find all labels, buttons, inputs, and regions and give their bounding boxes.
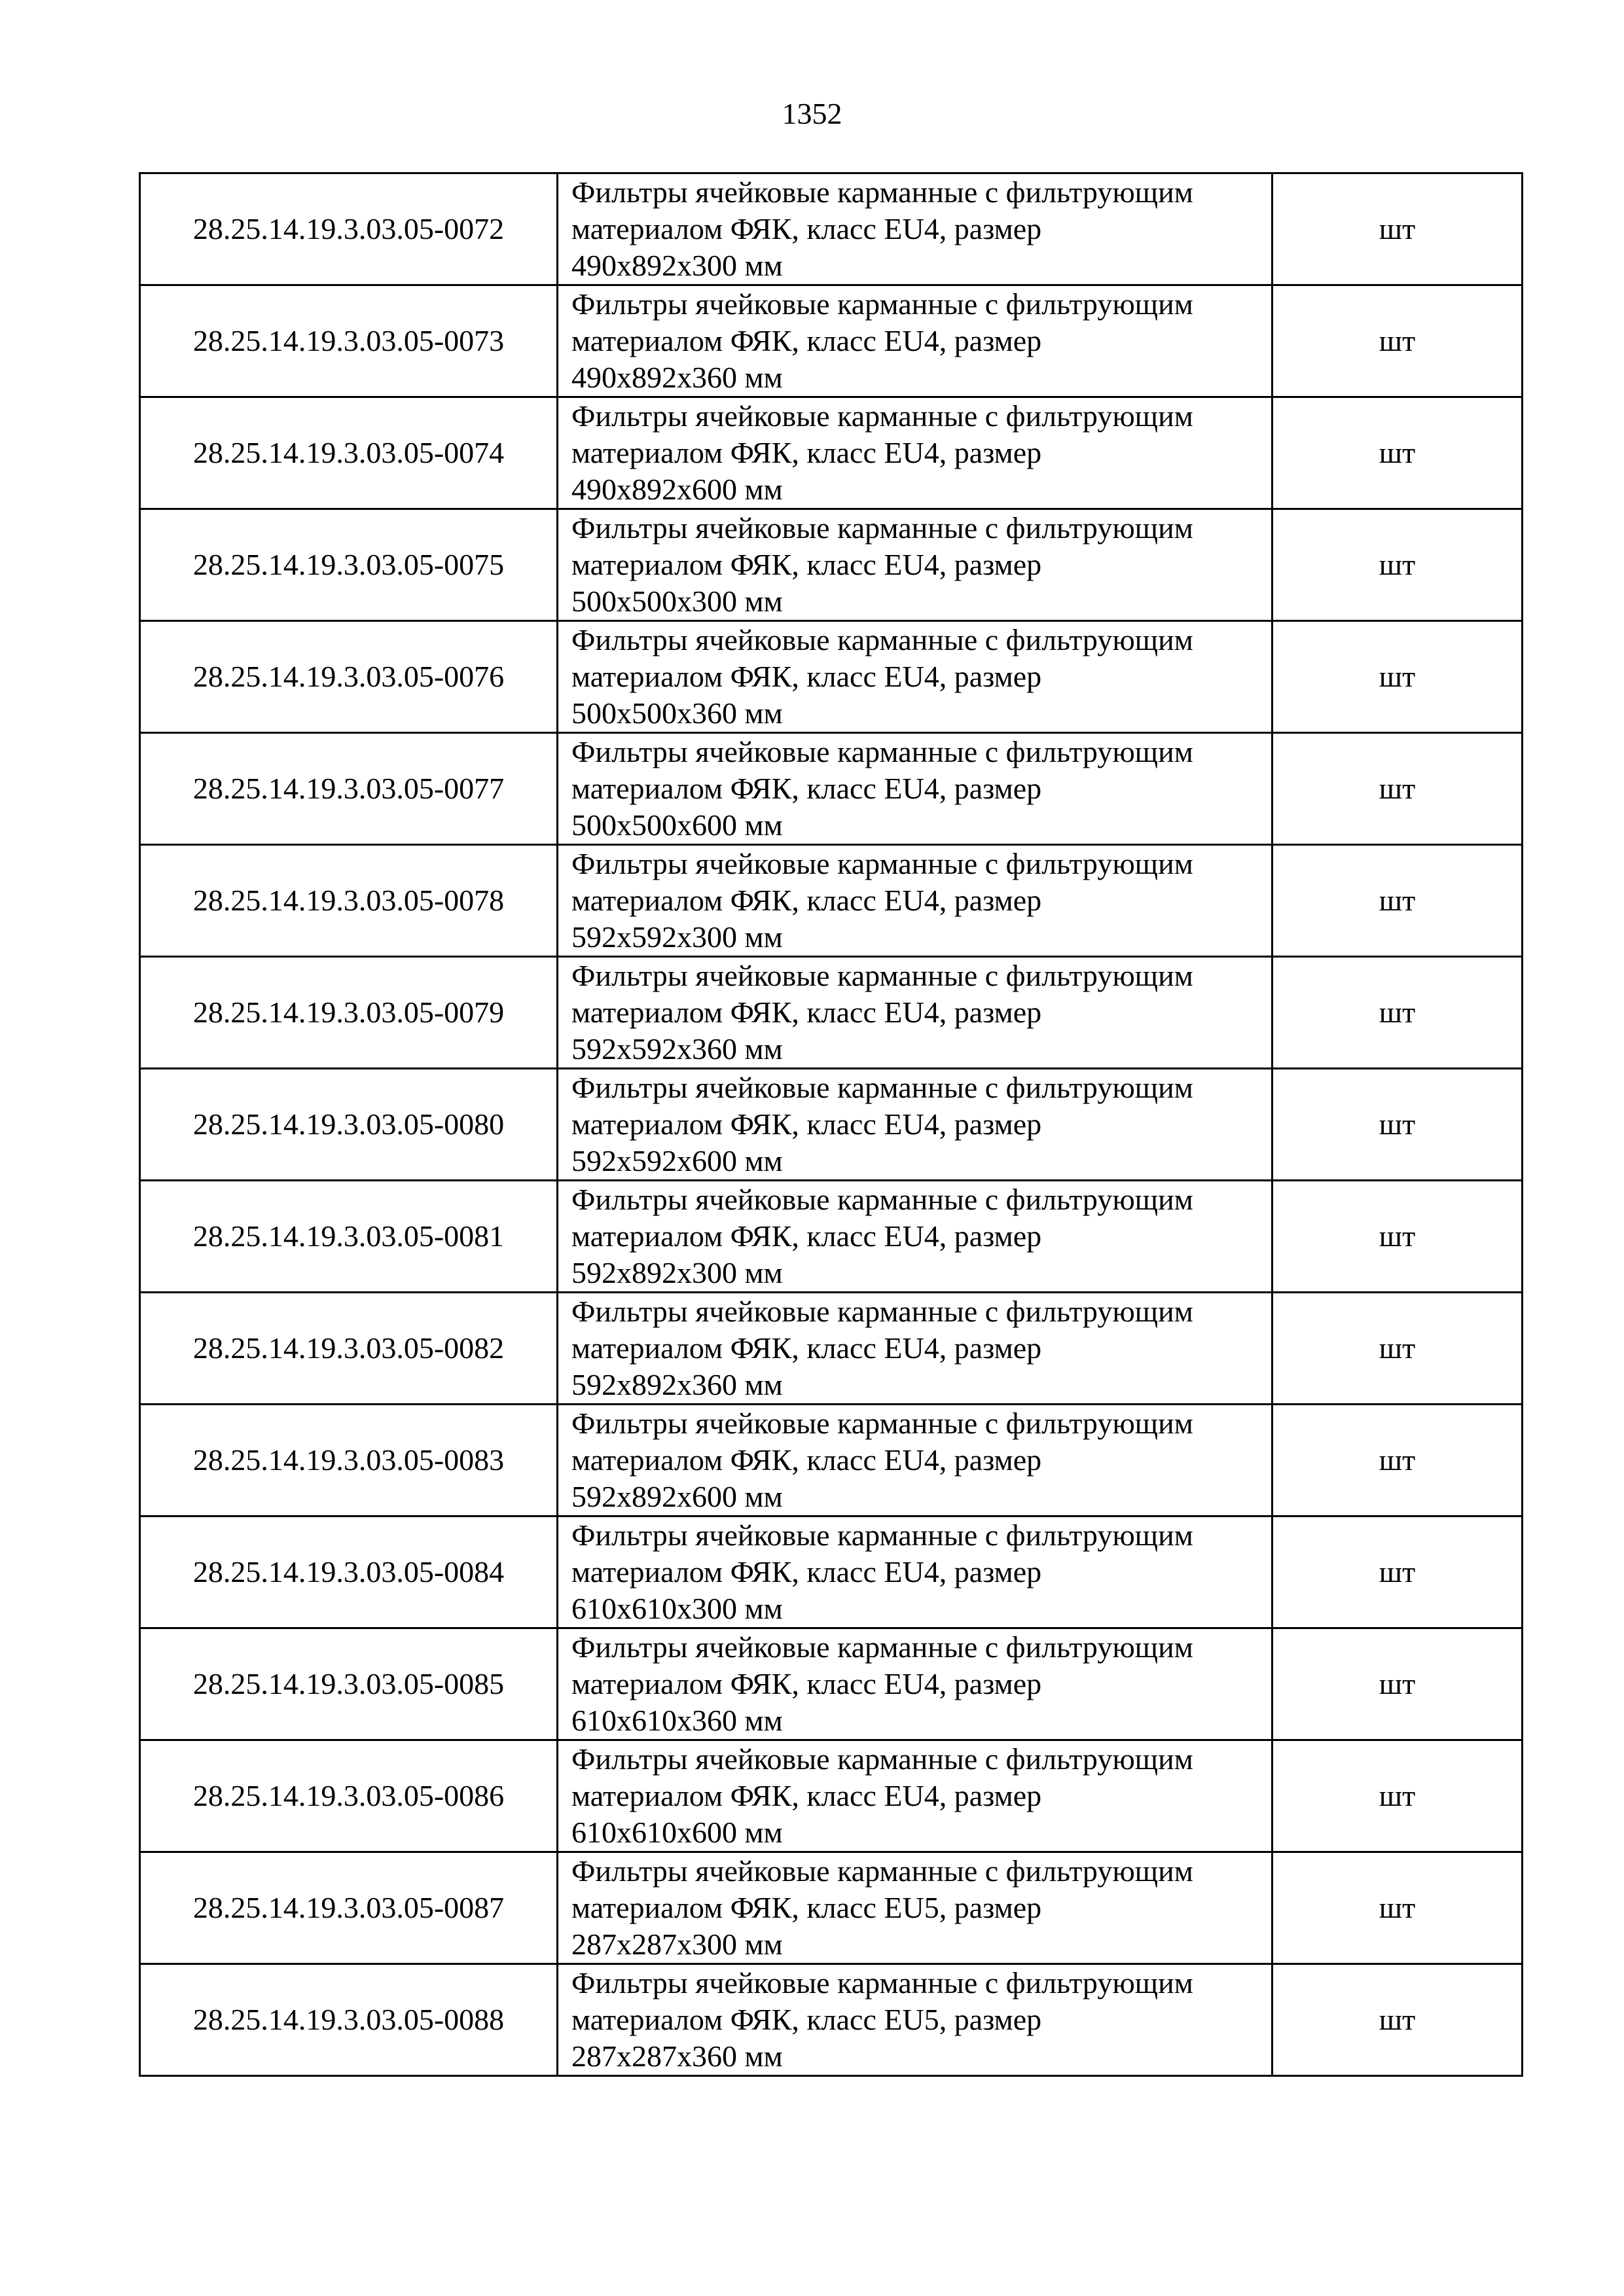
resource-code-cell: 28.25.14.19.3.03.05-0085: [140, 1628, 558, 1740]
description-line2: материалом ФЯК, класс EU4, размер: [571, 1219, 1042, 1253]
description-line1: Фильтры ячейковые карманные с фильтрующим: [571, 287, 1193, 321]
description-line3: 500х500х300 мм: [571, 584, 783, 618]
description-line2: материалом ФЯК, класс EU4, размер: [571, 884, 1042, 917]
unit-cell: шт: [1272, 1628, 1523, 1740]
unit-cell: шт: [1272, 733, 1523, 845]
table-row: [140, 733, 1523, 845]
resource-code-cell: 28.25.14.19.3.03.05-0081: [140, 1181, 558, 1293]
resource-code-cell: 28.25.14.19.3.03.05-0075: [140, 509, 558, 621]
catalog-table: [139, 172, 1523, 2077]
description-line2: материалом ФЯК, класс EU4, размер: [571, 548, 1042, 581]
description-line1: Фильтры ячейковые карманные с фильтрующим: [571, 511, 1193, 545]
description-line3: 592х592х300 мм: [571, 920, 783, 954]
description-line3: 610х610х360 мм: [571, 1704, 783, 1737]
resource-description-cell: [558, 1405, 1272, 1516]
description-line1: Фильтры ячейковые карманные с фильтрующим: [571, 623, 1193, 656]
description-line3: 592х592х600 мм: [571, 1144, 783, 1177]
resource-description-cell: [558, 285, 1272, 397]
resource-description-cell: [558, 1181, 1272, 1293]
description-line1: Фильтры ячейковые карманные с фильтрующим: [571, 175, 1193, 209]
table-row: [140, 1740, 1523, 1852]
description-line2: материалом ФЯК, класс EU4, размер: [571, 772, 1042, 805]
description-line1: Фильтры ячейковые карманные с фильтрующим: [571, 735, 1193, 768]
resource-description-cell: [558, 1293, 1272, 1405]
resource-code-cell: 28.25.14.19.3.03.05-0083: [140, 1405, 558, 1516]
table-row: [140, 285, 1523, 397]
table-row: [140, 1628, 1523, 1740]
table-row: [140, 1964, 1523, 2076]
description-line2: материалом ФЯК, класс EU4, размер: [571, 660, 1042, 693]
description-line1: Фильтры ячейковые карманные с фильтрующим: [571, 399, 1193, 433]
unit-cell: шт: [1272, 1293, 1523, 1405]
description-line2: материалом ФЯК, класс EU4, размер: [571, 996, 1042, 1029]
resource-code-cell: 28.25.14.19.3.03.05-0078: [140, 845, 558, 957]
description-line1: Фильтры ячейковые карманные с фильтрующим: [571, 1966, 1193, 2000]
table-row: [140, 1069, 1523, 1181]
resource-code-cell: 28.25.14.19.3.03.05-0084: [140, 1516, 558, 1628]
unit-cell: шт: [1272, 845, 1523, 957]
unit-cell: шт: [1272, 173, 1523, 285]
resource-description-cell: [558, 1740, 1272, 1852]
description-line2: материалом ФЯК, класс EU4, размер: [571, 1107, 1042, 1141]
unit-cell: шт: [1272, 285, 1523, 397]
description-line3: 592х892х360 мм: [571, 1368, 783, 1401]
table-row: [140, 1852, 1523, 1964]
unit-cell: шт: [1272, 1405, 1523, 1516]
description-line3: 287х287х360 мм: [571, 2039, 783, 2073]
description-line2: материалом ФЯК, класс EU4, размер: [571, 436, 1042, 469]
description-line2: материалом ФЯК, класс EU4, размер: [571, 1443, 1042, 1477]
description-line2: материалом ФЯК, класс EU4, размер: [571, 324, 1042, 357]
unit-cell: шт: [1272, 397, 1523, 509]
resource-description-cell: [558, 1964, 1272, 2076]
unit-cell: шт: [1272, 1516, 1523, 1628]
description-line1: Фильтры ячейковые карманные с фильтрующим: [571, 1742, 1193, 1776]
resource-description-cell: [558, 397, 1272, 509]
unit-cell: шт: [1272, 1740, 1523, 1852]
table-row: [140, 845, 1523, 957]
table-row: [140, 1516, 1523, 1628]
resource-description-cell: [558, 1852, 1272, 1964]
resource-code-cell: 28.25.14.19.3.03.05-0079: [140, 957, 558, 1069]
resource-code-cell: 28.25.14.19.3.03.05-0076: [140, 621, 558, 733]
resource-description-cell: [558, 621, 1272, 733]
description-line3: 610х610х600 мм: [571, 1816, 783, 1849]
catalog-table-body: [140, 173, 1523, 2076]
resource-description-cell: [558, 173, 1272, 285]
page-number: 1352: [782, 97, 842, 130]
table-row: [140, 397, 1523, 509]
description-line2: материалом ФЯК, класс EU5, размер: [571, 1891, 1042, 1924]
description-line3: 500х500х600 мм: [571, 808, 783, 842]
description-line3: 490х892х360 мм: [571, 361, 783, 394]
unit-cell: шт: [1272, 1852, 1523, 1964]
resource-description-cell: [558, 1628, 1272, 1740]
unit-cell: шт: [1272, 1964, 1523, 2076]
unit-cell: шт: [1272, 957, 1523, 1069]
resource-code-cell: 28.25.14.19.3.03.05-0082: [140, 1293, 558, 1405]
description-line3: 592х892х600 мм: [571, 1480, 783, 1513]
description-line3: 592х592х360 мм: [571, 1032, 783, 1066]
description-line3: 490х892х300 мм: [571, 249, 783, 282]
resource-description-cell: [558, 733, 1272, 845]
description-line2: материалом ФЯК, класс EU5, размер: [571, 2003, 1042, 2036]
resource-description-cell: [558, 1069, 1272, 1181]
description-line2: материалом ФЯК, класс EU4, размер: [571, 212, 1042, 245]
resource-description-cell: [558, 1516, 1272, 1628]
description-line1: Фильтры ячейковые карманные с фильтрующим: [571, 847, 1193, 880]
resource-description-cell: [558, 957, 1272, 1069]
unit-cell: шт: [1272, 621, 1523, 733]
resource-code-cell: 28.25.14.19.3.03.05-0086: [140, 1740, 558, 1852]
resource-code-cell: 28.25.14.19.3.03.05-0088: [140, 1964, 558, 2076]
description-line3: 490х892х600 мм: [571, 473, 783, 506]
table-row: [140, 509, 1523, 621]
description-line3: 500х500х360 мм: [571, 696, 783, 730]
table-row: [140, 621, 1523, 733]
description-line2: материалом ФЯК, класс EU4, размер: [571, 1555, 1042, 1588]
description-line1: Фильтры ячейковые карманные с фильтрующим: [571, 1295, 1193, 1328]
description-line1: Фильтры ячейковые карманные с фильтрующим: [571, 1630, 1193, 1664]
resource-code-cell: 28.25.14.19.3.03.05-0080: [140, 1069, 558, 1181]
resource-description-cell: [558, 845, 1272, 957]
description-line1: Фильтры ячейковые карманные с фильтрующим: [571, 1854, 1193, 1888]
description-line2: материалом ФЯК, класс EU4, размер: [571, 1667, 1042, 1700]
resource-code-cell: 28.25.14.19.3.03.05-0074: [140, 397, 558, 509]
table-row: [140, 173, 1523, 285]
description-line1: Фильтры ячейковые карманные с фильтрующим: [571, 1407, 1193, 1440]
unit-cell: шт: [1272, 1069, 1523, 1181]
table-row: [140, 1181, 1523, 1293]
description-line3: 287х287х300 мм: [571, 1928, 783, 1961]
description-line1: Фильтры ячейковые карманные с фильтрующим: [571, 959, 1193, 992]
resource-code-cell: 28.25.14.19.3.03.05-0072: [140, 173, 558, 285]
table-row: [140, 1293, 1523, 1405]
description-line1: Фильтры ячейковые карманные с фильтрующим: [571, 1518, 1193, 1552]
resource-code-cell: 28.25.14.19.3.03.05-0073: [140, 285, 558, 397]
description-line3: 610х610х300 мм: [571, 1592, 783, 1625]
description-line3: 592х892х300 мм: [571, 1256, 783, 1289]
description-line1: Фильтры ячейковые карманные с фильтрующим: [571, 1071, 1193, 1104]
description-line2: материалом ФЯК, класс EU4, размер: [571, 1779, 1042, 1812]
description-line1: Фильтры ячейковые карманные с фильтрующим: [571, 1183, 1193, 1216]
resource-description-cell: [558, 509, 1272, 621]
unit-cell: шт: [1272, 509, 1523, 621]
unit-cell: шт: [1272, 1181, 1523, 1293]
resource-code-cell: 28.25.14.19.3.03.05-0087: [140, 1852, 558, 1964]
table-row: [140, 1405, 1523, 1516]
table-row: [140, 957, 1523, 1069]
resource-code-cell: 28.25.14.19.3.03.05-0077: [140, 733, 558, 845]
description-line2: материалом ФЯК, класс EU4, размер: [571, 1331, 1042, 1365]
